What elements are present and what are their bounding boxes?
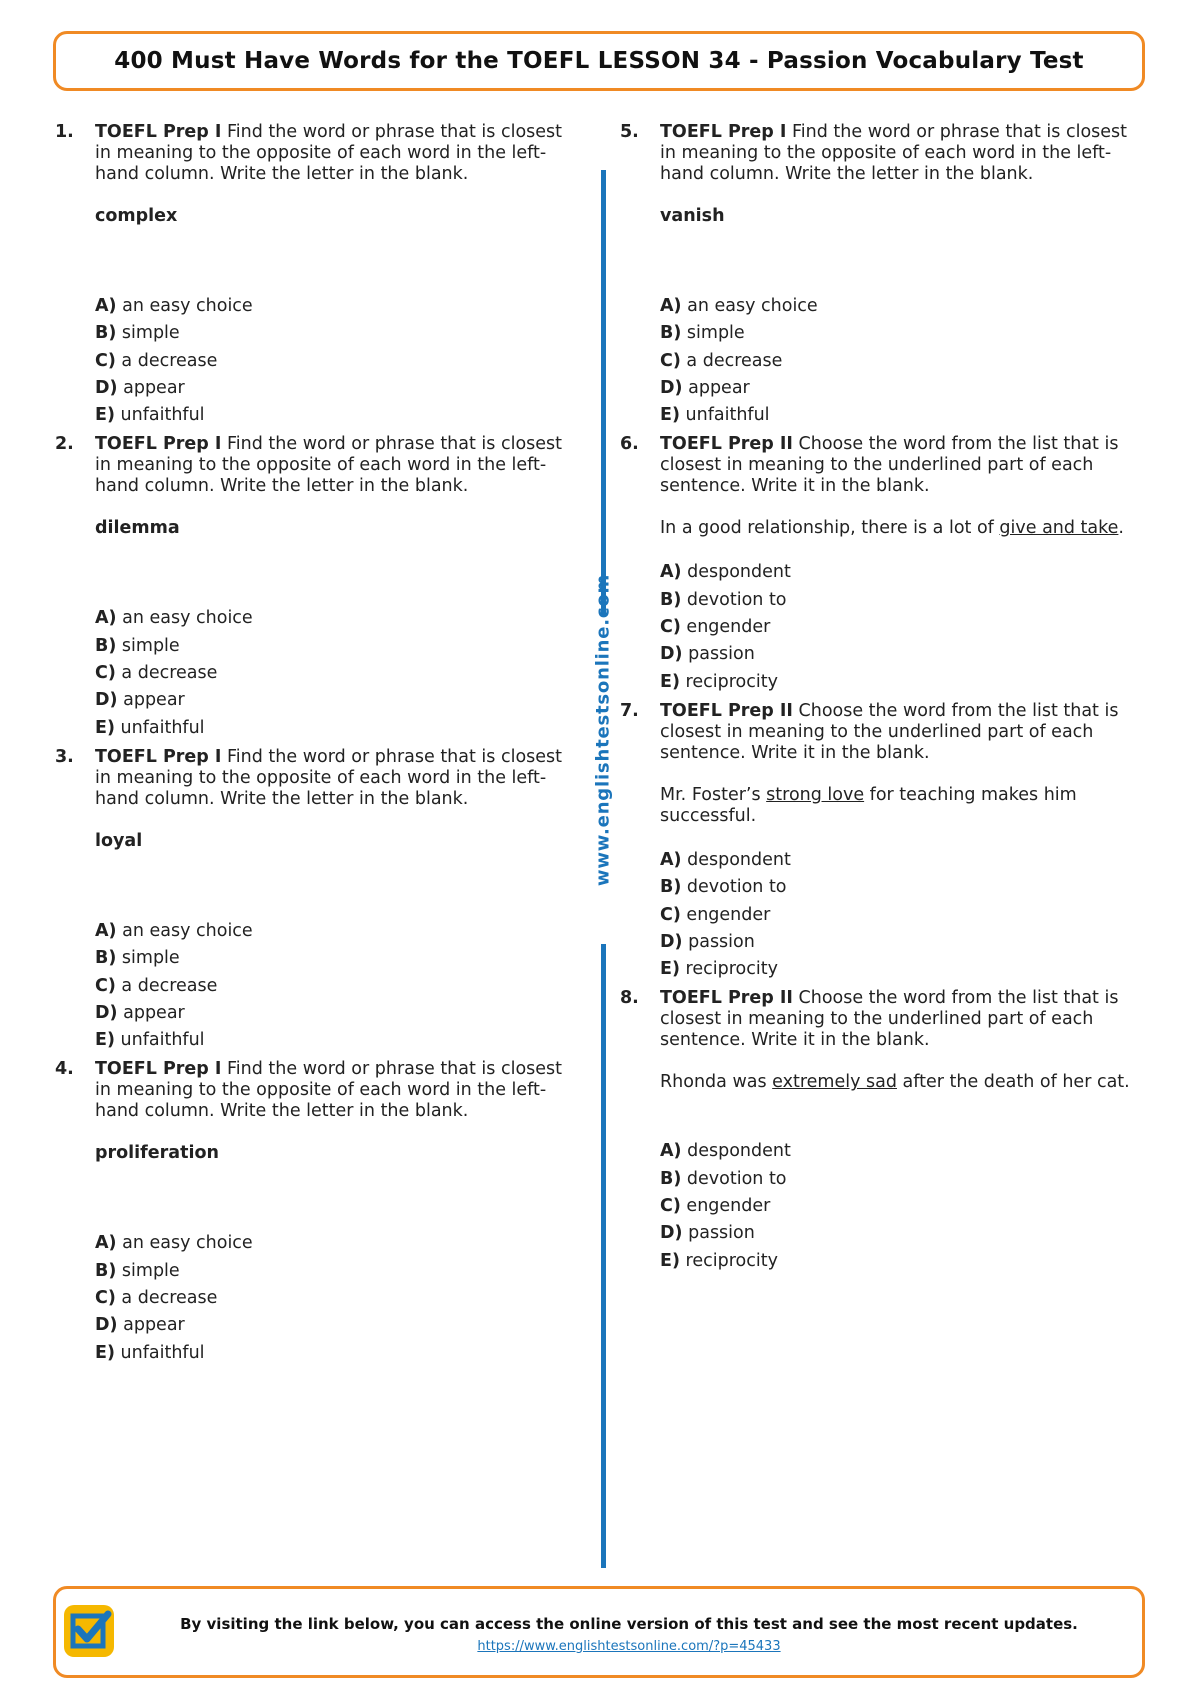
option-e[interactable]: E) unfaithful xyxy=(95,405,205,426)
option-b[interactable]: B) devotion to xyxy=(660,1168,787,1189)
option-c[interactable]: C) a decrease xyxy=(95,350,218,371)
question-5 xyxy=(620,122,1140,429)
question-sentence: Mr. Foster’s strong love for teaching makes him successful. xyxy=(660,784,1077,826)
question-3 xyxy=(55,747,575,1054)
option-e[interactable]: E) reciprocity xyxy=(660,1250,778,1271)
option-b[interactable]: B) simple xyxy=(660,323,745,344)
divider-top xyxy=(601,170,606,616)
question-instruction xyxy=(95,434,575,497)
option-b[interactable]: B) devotion to xyxy=(660,589,787,610)
option-c[interactable]: C) engender xyxy=(660,904,771,925)
option-d[interactable]: D) passion xyxy=(660,644,755,665)
prep-label: TOEFL Prep II xyxy=(660,988,793,1009)
question-instruction xyxy=(95,122,575,185)
instruction-text: Choose the word from the list that is closest in meaning to the underlined part of each sentence. Write it in the blank. xyxy=(660,434,1119,497)
options-list xyxy=(660,1138,1140,1274)
question-instruction xyxy=(660,122,1140,185)
question-number: 3. xyxy=(55,746,74,767)
instruction-text: Find the word or phrase that is closest in meaning to the opposite of each word in the left-hand column. Write the letter in the blank. xyxy=(95,746,563,809)
option-c[interactable]: C) a decrease xyxy=(95,1288,218,1309)
page-title: 400 Must Have Words for the TOEFL LESSON 34 - Passion Vocabulary Test xyxy=(114,48,1084,74)
instruction-text: Find the word or phrase that is closest in meaning to the opposite of each word in the left-hand column. Write the letter in the blank. xyxy=(95,1059,563,1122)
instruction-text: Find the word or phrase that is closest in meaning to the opposite of each word in the left-hand column. Write the letter in the blank. xyxy=(660,122,1128,184)
footer-text: By visiting the link below, you can access the online version of this test and see the most recent updates. xyxy=(180,1615,1078,1633)
instruction-text: Find the word or phrase that is closest in meaning to the opposite of each word in the left-hand column. Write the letter in the blank. xyxy=(95,122,563,184)
prep-label: TOEFL Prep I xyxy=(95,434,222,455)
question-word: complex xyxy=(95,206,178,226)
option-d[interactable]: D) appear xyxy=(660,377,750,398)
options-list xyxy=(95,605,575,741)
option-d[interactable]: D) appear xyxy=(95,377,185,398)
underlined-phrase: give and take xyxy=(999,518,1119,539)
option-e[interactable]: E) unfaithful xyxy=(95,717,205,738)
question-number: 8. xyxy=(620,988,639,1009)
question-instruction xyxy=(660,701,1140,764)
prep-label: TOEFL Prep I xyxy=(95,1059,222,1080)
option-e[interactable]: E) unfaithful xyxy=(95,1030,205,1051)
question-instruction xyxy=(660,988,1140,1051)
option-a[interactable]: A) an easy choice xyxy=(95,296,253,316)
divider-bottom xyxy=(601,944,606,1568)
underlined-phrase: extremely sad xyxy=(772,1072,897,1093)
prep-label: TOEFL Prep I xyxy=(95,746,222,767)
question-word: vanish xyxy=(660,206,725,226)
question-number: 1. xyxy=(55,122,74,142)
options-list xyxy=(95,293,575,429)
options-list xyxy=(660,559,1140,695)
left-column xyxy=(55,122,575,1367)
question-word: proliferation xyxy=(95,1143,219,1164)
question-7 xyxy=(620,701,1140,983)
prep-label: TOEFL Prep I xyxy=(95,122,222,142)
option-b[interactable]: B) devotion to xyxy=(660,877,787,898)
question-4 xyxy=(55,1059,575,1366)
option-c[interactable]: C) engender xyxy=(660,1196,771,1217)
footer-link[interactable]: https://www.englishtestsonline.com/?p=45433 xyxy=(477,1639,781,1654)
underlined-phrase: strong love xyxy=(766,784,865,805)
option-b[interactable]: B) simple xyxy=(95,635,180,656)
question-number: 2. xyxy=(55,434,74,455)
option-b[interactable]: B) simple xyxy=(95,948,180,969)
prep-label: TOEFL Prep I xyxy=(660,122,787,142)
option-d[interactable]: D) appear xyxy=(95,690,185,711)
option-c[interactable]: C) engender xyxy=(660,617,771,638)
instruction-text: Find the word or phrase that is closest in meaning to the opposite of each word in the left-hand column. Write the letter in the blank. xyxy=(95,434,563,497)
question-sentence: In a good relationship, there is a lot of give and take. xyxy=(660,518,1124,539)
option-a[interactable]: A) despondent xyxy=(660,849,791,870)
option-d[interactable]: D) passion xyxy=(660,931,755,952)
option-a[interactable]: A) an easy choice xyxy=(95,920,253,941)
option-a[interactable]: A) despondent xyxy=(660,562,791,583)
option-e[interactable]: E) reciprocity xyxy=(660,671,778,692)
option-a[interactable]: A) an easy choice xyxy=(660,296,818,316)
prep-label: TOEFL Prep II xyxy=(660,434,793,455)
instruction-text: Choose the word from the list that is closest in meaning to the underlined part of each sentence. Write it in the blank. xyxy=(660,988,1119,1051)
question-6 xyxy=(620,434,1140,695)
option-a[interactable]: A) an easy choice xyxy=(95,1233,253,1254)
option-c[interactable]: C) a decrease xyxy=(95,663,218,684)
question-1 xyxy=(55,122,575,429)
question-instruction xyxy=(95,747,575,810)
question-8 xyxy=(620,988,1140,1274)
options-list xyxy=(95,918,575,1054)
checkbox-icon xyxy=(64,1605,114,1657)
option-a[interactable]: A) an easy choice xyxy=(95,608,253,629)
option-e[interactable]: E) unfaithful xyxy=(660,405,770,426)
options-list xyxy=(95,1230,575,1366)
option-d[interactable]: D) passion xyxy=(660,1223,755,1244)
question-word: dilemma xyxy=(95,518,180,539)
option-a[interactable]: A) despondent xyxy=(660,1141,791,1162)
question-number: 7. xyxy=(620,700,639,721)
question-instruction xyxy=(660,434,1140,497)
prep-label: TOEFL Prep II xyxy=(660,700,793,721)
question-number: 6. xyxy=(620,434,639,455)
title-box xyxy=(53,31,1145,91)
option-e[interactable]: E) reciprocity xyxy=(660,959,778,980)
instruction-text: Choose the word from the list that is closest in meaning to the underlined part of each sentence. Write it in the blank. xyxy=(660,700,1119,763)
question-sentence: Rhonda was extremely sad after the death of her cat. xyxy=(660,1072,1130,1093)
option-b[interactable]: B) simple xyxy=(95,1260,180,1281)
right-column xyxy=(620,122,1140,1275)
question-instruction xyxy=(95,1059,575,1122)
question-number: 5. xyxy=(620,122,639,142)
question-number: 4. xyxy=(55,1059,74,1080)
option-b[interactable]: B) simple xyxy=(95,323,180,344)
question-2 xyxy=(55,434,575,741)
options-list xyxy=(660,847,1140,983)
website-vertical-text: www.englishtestsonline.com xyxy=(592,573,614,887)
option-d[interactable]: D) appear xyxy=(95,1002,185,1023)
options-list xyxy=(660,293,1140,429)
footer-box xyxy=(53,1586,1145,1678)
question-word: loyal xyxy=(95,830,143,851)
option-c[interactable]: C) a decrease xyxy=(95,975,218,996)
option-c[interactable]: C) a decrease xyxy=(660,350,783,371)
option-d[interactable]: D) appear xyxy=(95,1315,185,1336)
option-e[interactable]: E) unfaithful xyxy=(95,1342,205,1363)
